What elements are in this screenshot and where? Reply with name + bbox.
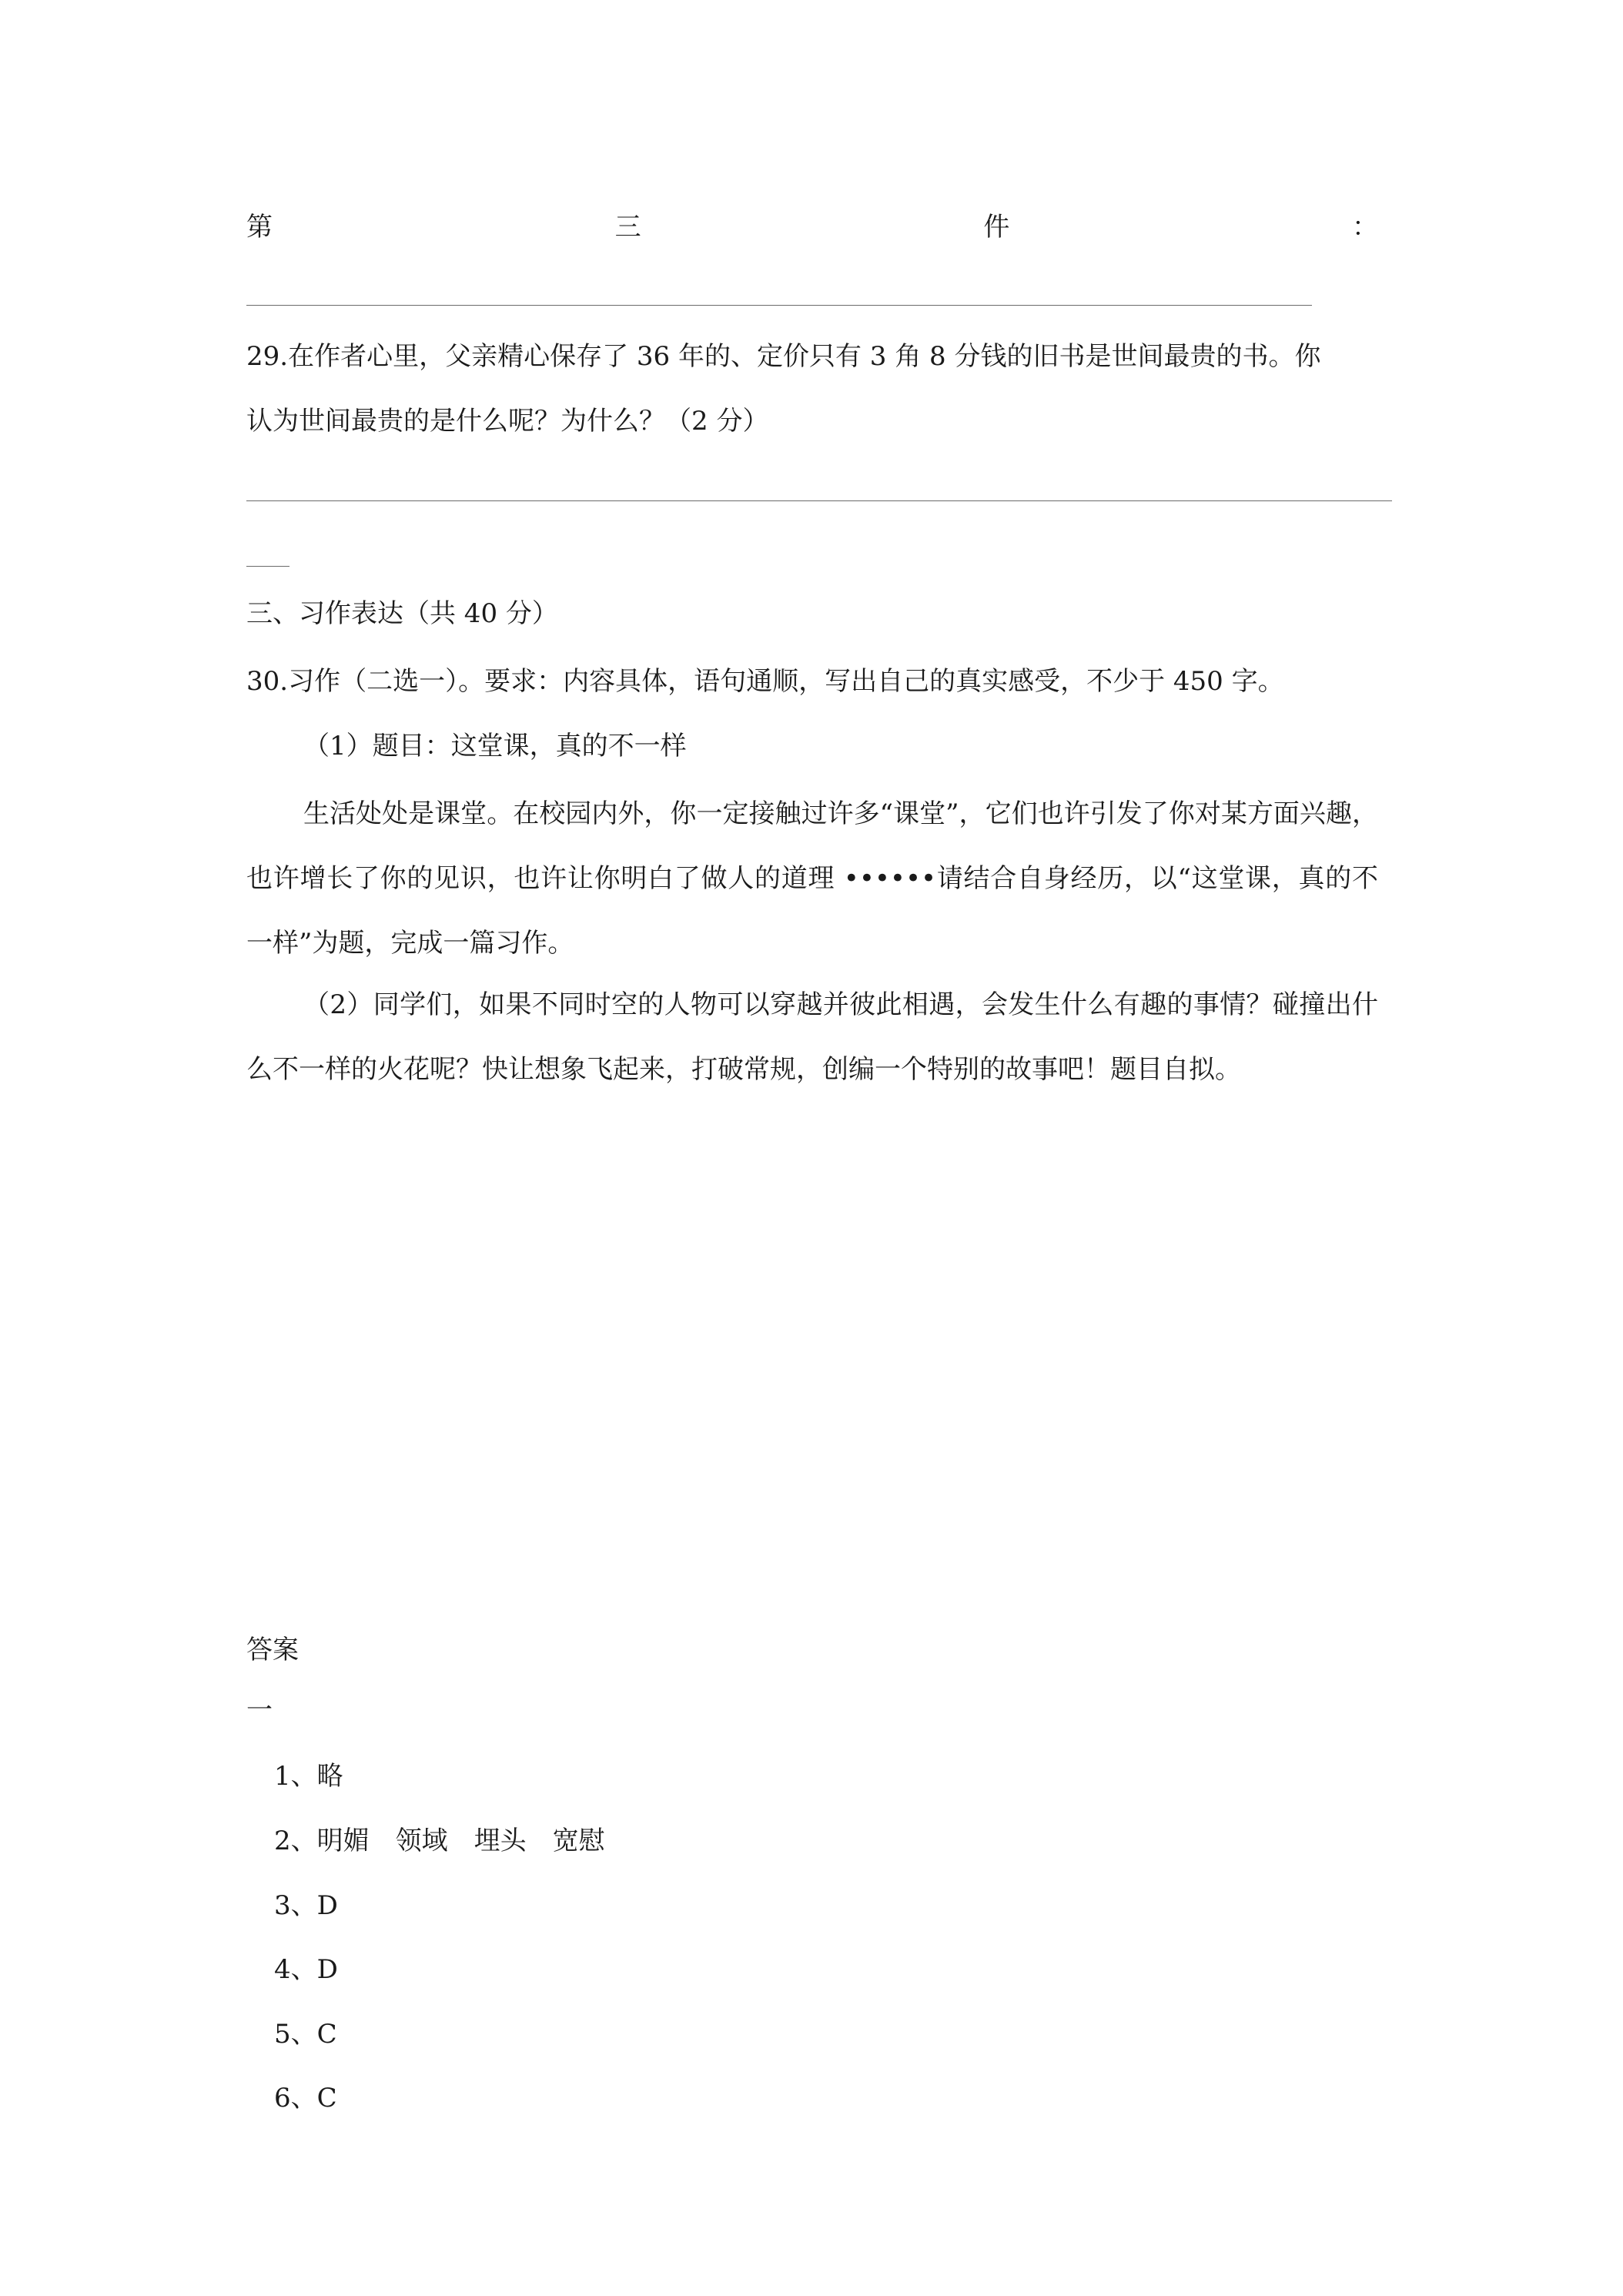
q28-third-item-label bbox=[246, 212, 1378, 243]
answers-part-one: 一 bbox=[246, 1695, 273, 1725]
answer-blank-line bbox=[246, 500, 1392, 501]
label-char: 第 bbox=[246, 212, 273, 243]
answer-item: 1、略 bbox=[274, 1761, 343, 1792]
label-char: 三 bbox=[614, 212, 641, 243]
q29-line2: 认为世间最贵的是什么呢？为什么？（2 分） bbox=[246, 406, 769, 437]
option2-body: （2）同学们，如果不同时空的人物可以穿越并彼此相遇，会发生什么有趣的事情？碰撞出什么不一样的火花呢？快让想象飞起来，打破常规，创编一个特别的故事吧！题目自拟。 bbox=[246, 989, 1378, 1085]
answer-item: 5、C bbox=[274, 2019, 337, 2050]
answer-item: 3、D bbox=[274, 1890, 338, 1921]
answer-blank-line bbox=[246, 305, 1312, 306]
answer-item: 6、C bbox=[274, 2083, 337, 2114]
section-heading: 三、习作表达（共 40 分） bbox=[246, 598, 558, 629]
answer-item: 2、明媚 领域 埋头 宽慰 bbox=[274, 1826, 605, 1856]
option1-title: （1）题目：这堂课，真的不一样 bbox=[303, 731, 687, 761]
answers-heading: 答案 bbox=[246, 1635, 299, 1665]
answer-item: 4、D bbox=[274, 1954, 338, 1985]
label-char: 件 bbox=[983, 212, 1010, 243]
answer-blank-line-end bbox=[246, 566, 289, 567]
q29-line1: 29.在作者心里，父亲精心保存了 36 年的、定价只有 3 角 8 分钱的旧书是世间最贵的书。你 bbox=[246, 341, 1321, 372]
label-char: ： bbox=[1351, 212, 1378, 243]
q30-intro: 30.习作（二选一）。要求：内容具体，语句通顺，写出自己的真实感受，不少于 450 字。 bbox=[246, 666, 1284, 697]
option1-body: 生活处处是课堂。在校园内外，你一定接触过许多“课堂”，它们也许引发了你对某方面兴趣，也许增长了你的见识，也许让你明白了做人的道理 ••••••请结合自身经历，以“这堂课，真的不一样”为题，完成一篇习作。 bbox=[246, 798, 1378, 959]
